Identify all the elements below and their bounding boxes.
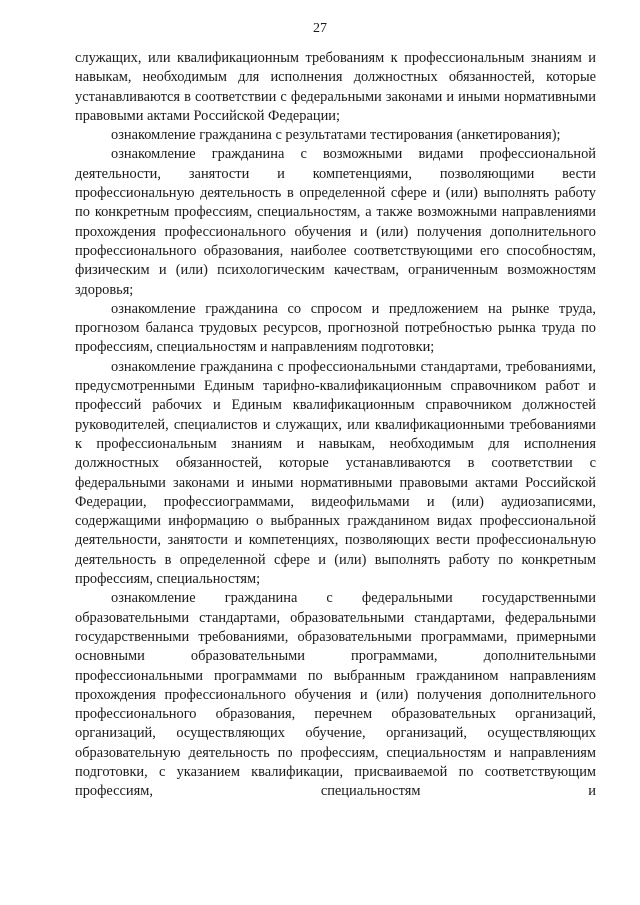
paragraph-3: ознакомление гражданина с возможными видами профессиональной деятельности, занятости и компетенциями, позволяющими вести профессиональную деятельность в определенной сфере и (или) выполнять работу по конкретным профессиям, специальностям, а также возможными направлениями прохождения профессионального обучения и (или) получения дополнительного профессионального образования, наиболее соответствующими его способностям, физическим и (или) психологическим качествам, ограниченным возможностям здоровья; <box>75 146 596 298</box>
paragraph-2: ознакомление гражданина с результатами тестирования (анкетирования); <box>111 127 561 144</box>
page-number: 27 <box>313 21 327 36</box>
paragraph-1: служащих, или квалификационным требованиям к профессиональным знаниям и навыкам, необходимым для исполнения должностных обязанностей, которые устанавливаются в соответствии с федеральными законами и иными нормативными правовыми актами Российской Федерации; <box>75 50 596 124</box>
paragraph-4: ознакомление гражданина со спросом и предложением на рынке труда, прогнозом баланса трудовых ресурсов, прогнозной потребностью рынка труда по профессиям, специальностям и направлениям подготовки; <box>75 300 596 356</box>
document-body <box>75 49 596 802</box>
paragraph-5: ознакомление гражданина с профессиональными стандартами, требованиями, предусмотренными Единым тарифно-квалификационным справочником работ и профессий рабочих и Единым квалификационным справочником должностей руководителей, специалистов и служащих, или квалификационными требованиями к профессиональным знаниям и навыкам, необходимым для исполнения должностных обязанностей, которые устанавливаются в соответствии с федеральными законами и иными нормативными правовыми актами Российской Федерации, профессиограммами, видеофильмами и (или) аудиозаписями, содержащими информацию о выбранных гражданином видах профессиональной деятельности, занятости и компетенциях, позволяющих вести профессиональную деятельность в определенной сфере и (или) выполнять работу по конкретным профессиям, специальностям; <box>75 358 596 588</box>
paragraph-6: ознакомление гражданина с федеральными государственными образовательными стандартами, образовательными стандартами, федеральными государственными требованиями, образовательными программами, примерными основными образовательными программами, дополнительными профессиональными программами по выбранным гражданином направлениям прохождения профессионального обучения и (или) получения дополнительного профессионального образования, перечнем образовательных организаций, организаций, осуществляющих обучение, организаций, осуществляющих образовательную деятельность по профессиям, специальностям и направлениям подготовки, с указанием квалификации, присваиваемой по соответствующим профессиям, специальностям и <box>75 590 596 800</box>
